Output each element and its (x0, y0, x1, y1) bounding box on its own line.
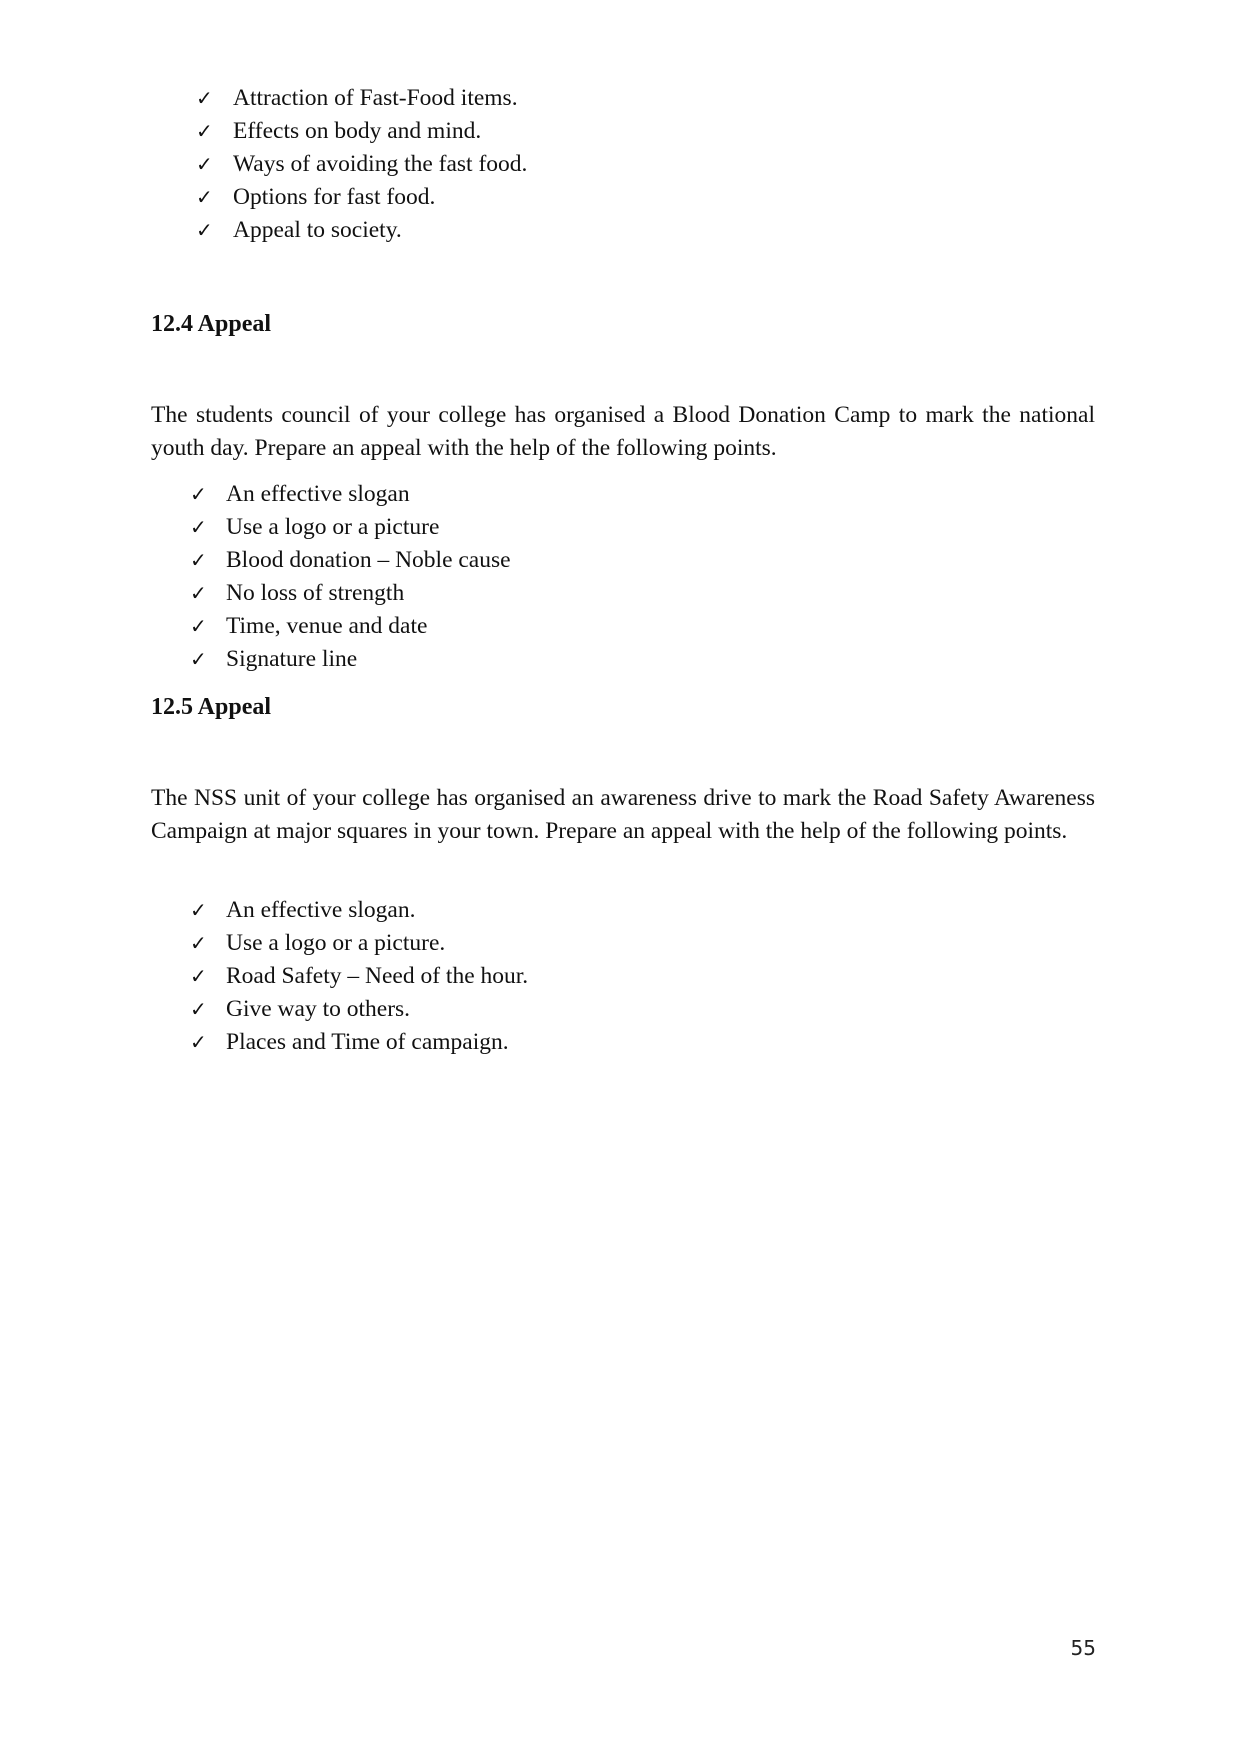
checkmark-icon: ✓ (190, 1030, 207, 1054)
checklist-item-text: Places and Time of campaign. (226, 1029, 509, 1055)
checkmark-icon: ✓ (196, 185, 213, 209)
checkmark-icon: ✓ (190, 581, 207, 605)
checklist-item-text: Signature line (226, 646, 358, 672)
page-number: 55 (1070, 1636, 1096, 1660)
checklist-item-text: Give way to others. (226, 996, 411, 1022)
checkmark-icon: ✓ (190, 997, 207, 1021)
section-12-5-paragraph: The NSS unit of your college has organised an awareness drive to mark the Road Safety Awareness Campaign at major squares in your town. Prepare an appeal with the help of the following points. (151, 785, 1095, 844)
checklist-item-text: Ways of avoiding the fast food. (233, 151, 528, 177)
checkmark-icon: ✓ (190, 931, 207, 955)
checklist-item-text: Options for fast food. (233, 184, 436, 210)
checklist-item-text: An effective slogan. (226, 897, 416, 923)
checkmark-icon: ✓ (196, 218, 213, 242)
checklist-item-text: Blood donation – Noble cause (226, 547, 511, 573)
checkmark-icon: ✓ (190, 482, 207, 506)
checkmark-icon: ✓ (190, 515, 207, 539)
checklist-item-text: Use a logo or a picture (226, 514, 440, 540)
checklist-item-text: Attraction of Fast-Food items. (233, 85, 518, 111)
checkmark-icon: ✓ (190, 647, 207, 671)
section-heading-12-4: 12.4 Appeal (151, 311, 272, 337)
checkmark-icon: ✓ (190, 898, 207, 922)
checkmark-icon: ✓ (190, 964, 207, 988)
checklist-item-text: Use a logo or a picture. (226, 930, 446, 956)
checkmark-icon: ✓ (196, 152, 213, 176)
checkmark-icon: ✓ (196, 119, 213, 143)
checklist-item-text: No loss of strength (226, 580, 405, 606)
section-12-4-paragraph: The students council of your college has organised a Blood Donation Camp to mark the national youth day. Prepare an appeal with the help of the following points. (151, 402, 1095, 461)
checkmark-icon: ✓ (190, 548, 207, 572)
checkmark-icon: ✓ (196, 86, 213, 110)
checkmark-icon: ✓ (190, 614, 207, 638)
checklist-item-text: An effective slogan (226, 481, 410, 507)
section-heading-12-5: 12.5 Appeal (151, 694, 272, 720)
checklist-item-text: Appeal to society. (233, 217, 402, 243)
checklist-item-text: Effects on body and mind. (233, 118, 482, 144)
checklist-item-text: Road Safety – Need of the hour. (226, 963, 529, 989)
checklist-item-text: Time, venue and date (226, 613, 428, 639)
